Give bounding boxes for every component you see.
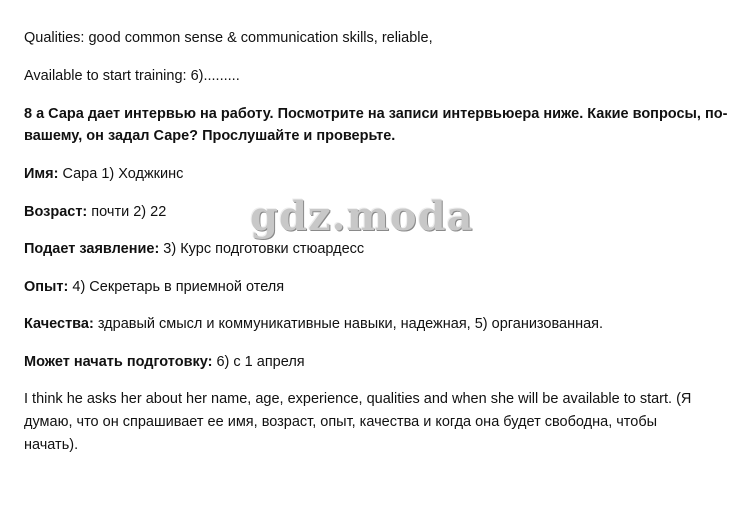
field-experience-label: Опыт:: [24, 279, 69, 295]
field-age-label: Возраст:: [24, 204, 88, 220]
qualities-line: Qualities: good common sense & communication skills, reliable,: [24, 30, 433, 46]
field-start: [24, 352, 305, 372]
field-experience-value: 4) Секретарь в приемной отеля: [68, 279, 285, 295]
available-line: Available to start training: 6).........: [24, 68, 240, 84]
watermark-logo: gdz.moda: [250, 193, 474, 240]
field-start-value: 6) с 1 апреля: [212, 354, 305, 370]
field-applying-value: 3) Курс подготовки стюардесс: [159, 241, 365, 257]
answer-line-2: думаю, что он спрашивает ее имя, возраст, опыт, качества и когда она будет свободна, чтобы: [24, 414, 658, 430]
field-age-value: почти 2) 22: [87, 204, 167, 220]
answer-line-3: начать).: [24, 437, 79, 453]
field-applying: [24, 239, 364, 259]
task-text-line-1: 8 а Сара дает интервью на работу. Посмотрите на записи интервьюера ниже. Какие вопросы, по-: [24, 106, 728, 122]
field-name: [24, 164, 183, 184]
field-experience: [24, 277, 284, 297]
field-qualities-label: Качества:: [24, 316, 94, 332]
field-qualities-value: здравый смысл и коммуникативные навыки, надежная, 5) организованная.: [93, 316, 604, 332]
field-qualities: [24, 314, 603, 334]
field-applying-label: Подает заявление:: [24, 241, 160, 257]
field-name-value: Сара 1) Ходжкинс: [58, 166, 184, 182]
field-name-label: Имя:: [24, 166, 59, 182]
answer-line-1: I think he asks her about her name, age, experience, qualities and when she will be available to start. (Я: [24, 391, 692, 407]
field-start-label: Может начать подготовку:: [24, 354, 213, 370]
task-text-line-2: вашему, он задал Саре? Прослушайте и проверьте.: [24, 128, 396, 144]
field-age: [24, 202, 166, 222]
